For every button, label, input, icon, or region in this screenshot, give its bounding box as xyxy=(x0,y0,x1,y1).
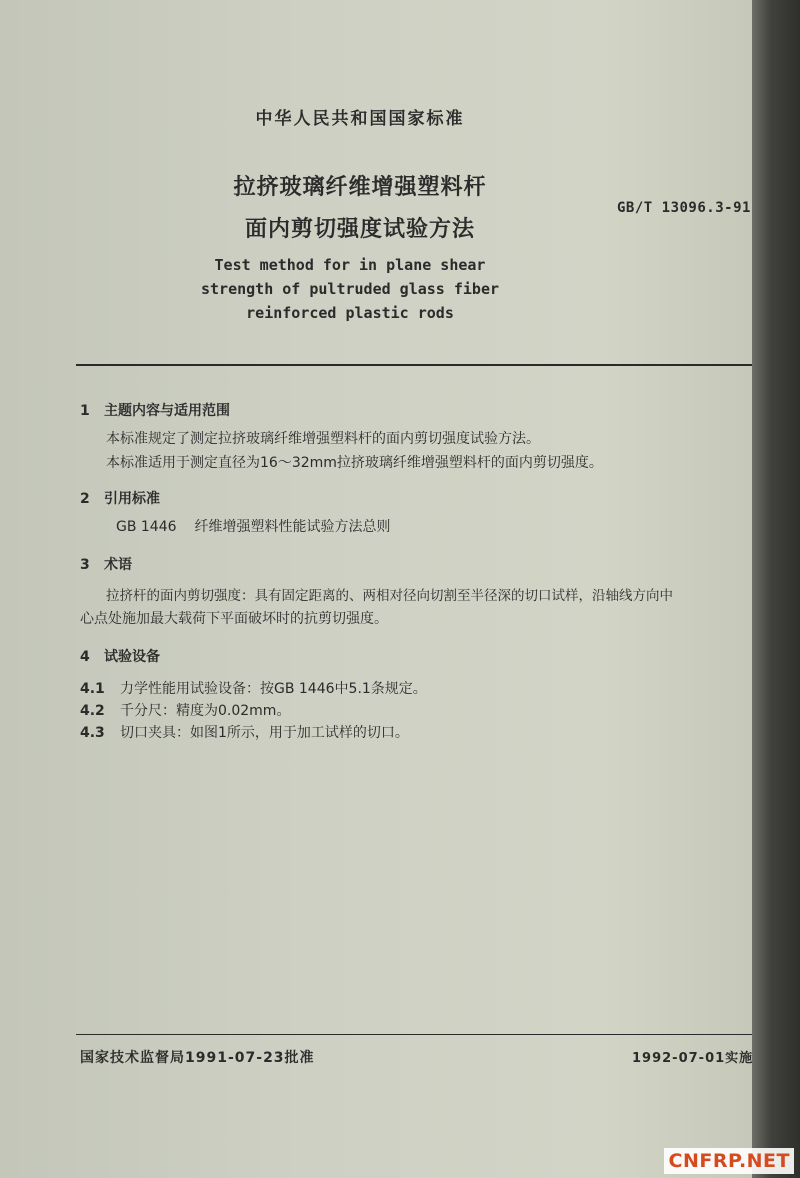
effective-date: 1992-07-01实施 xyxy=(632,1051,754,1066)
section-title: 引用标准 xyxy=(104,491,160,507)
section-number: 4 xyxy=(80,649,90,665)
page-edge-shadow xyxy=(752,0,800,1178)
clause-4-1 xyxy=(80,678,427,698)
english-title-line-1: Test method for in plane shear xyxy=(214,256,486,274)
clause-number: 4.1 xyxy=(80,681,105,697)
clause-text: 切口夹具：如图1所示，用于加工试样的切口。 xyxy=(120,725,409,741)
header-divider xyxy=(76,364,752,366)
english-title-line-3: reinforced plastic rods xyxy=(246,304,454,322)
section-title: 主题内容与适用范围 xyxy=(104,403,230,419)
section-number: 1 xyxy=(80,403,90,419)
section-heading-2 xyxy=(80,488,160,508)
section-1-paragraph-1: 本标准规定了测定拉挤玻璃纤维增强塑料杆的面内剪切强度试验方法。 xyxy=(106,431,540,447)
section-1-paragraph-2: 本标准适用于测定直径为16～32mm拉挤玻璃纤维增强塑料杆的面内剪切强度。 xyxy=(106,455,603,471)
english-title-line-2: strength of pultruded glass fiber xyxy=(200,280,499,298)
clause-number: 4.3 xyxy=(80,725,105,741)
clause-text: 力学性能用试验设备：按GB 1446中5.1条规定。 xyxy=(120,681,427,697)
definition-line-1: 拉挤杆的面内剪切强度：具有固定距离的、两相对径向切割至半径深的切口试样，沿轴线方向中 xyxy=(106,588,673,604)
reference-title: 纤维增强塑料性能试验方法总则 xyxy=(194,519,391,535)
section-title: 术语 xyxy=(104,557,132,573)
approval-note: 国家技术监督局1991-07-23批准 xyxy=(80,1050,315,1066)
section-heading-4 xyxy=(80,646,160,666)
footer-divider xyxy=(76,1034,752,1035)
clause-text: 千分尺：精度为0.02mm。 xyxy=(120,703,291,719)
clause-number: 4.2 xyxy=(80,703,105,719)
standard-number: GB/T 13096.3-91 xyxy=(617,200,751,216)
reference-entry xyxy=(116,516,391,536)
section-number: 3 xyxy=(80,557,90,573)
section-number: 2 xyxy=(80,491,90,507)
section-heading-1 xyxy=(80,400,230,420)
section-heading-3 xyxy=(80,554,132,574)
definition-line-2: 心点处施加最大载荷下平面破坏时的抗剪切强度。 xyxy=(80,611,388,627)
clause-4-2 xyxy=(80,700,290,720)
section-title: 试验设备 xyxy=(104,649,160,665)
title-line-2: 面内剪切强度试验方法 xyxy=(244,217,475,242)
site-watermark: CNFRP.NET xyxy=(668,1150,790,1172)
issuing-agency: 中华人民共和国国家标准 xyxy=(255,109,465,129)
clause-4-3 xyxy=(80,722,409,742)
title-line-1: 拉挤玻璃纤维增强塑料杆 xyxy=(233,175,487,200)
reference-code: GB 1446 xyxy=(116,519,177,535)
